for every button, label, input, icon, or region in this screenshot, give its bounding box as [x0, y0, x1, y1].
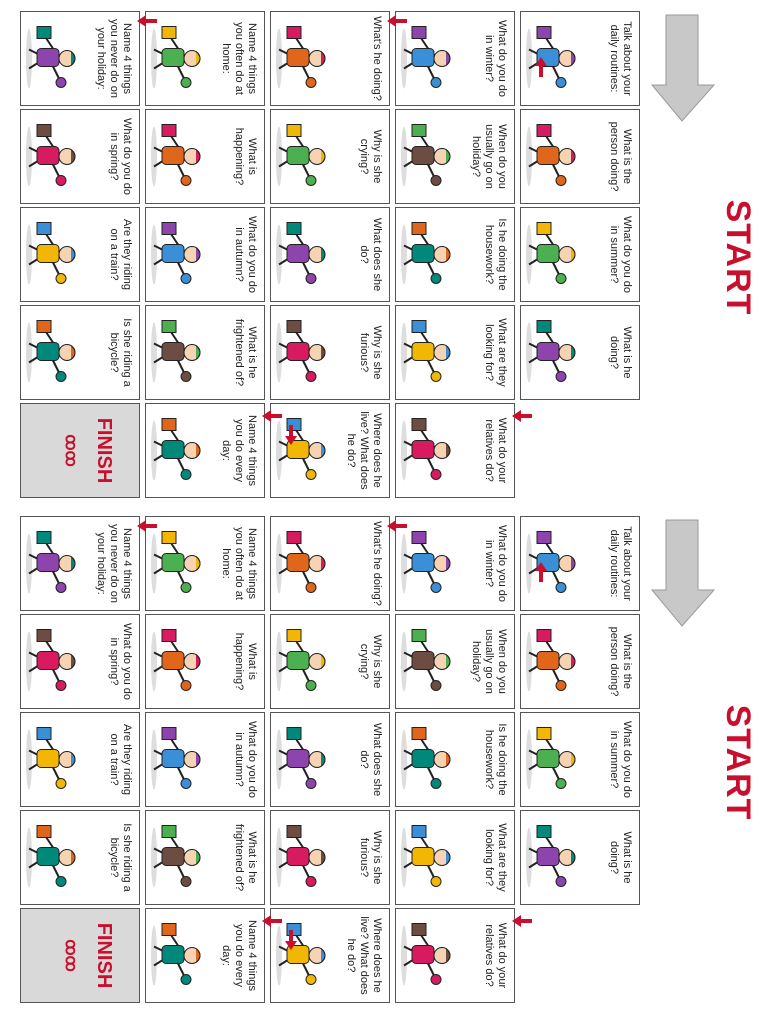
start-label: START: [719, 704, 757, 821]
man-reading-icon: [275, 410, 331, 491]
square-spring[interactable]: [20, 614, 140, 709]
game-board-bottom: [0, 510, 768, 1015]
square-frightened[interactable]: [145, 305, 265, 400]
question-text: Name 4 things you often do at home:: [220, 22, 258, 95]
finish-square[interactable]: [20, 403, 140, 498]
square-live[interactable]: [270, 908, 390, 1003]
man-reading-newspaper-icon: [150, 523, 206, 604]
question-text: Name 4 things you never do on your holiday:: [95, 524, 133, 603]
square-looking-for[interactable]: [395, 305, 515, 400]
woman-crying-icon: [275, 621, 331, 702]
man-showering-icon: [150, 410, 206, 491]
question-text: What is the person doing?: [608, 121, 633, 192]
man-at-computer-icon: [150, 817, 206, 898]
man-fishing-icon: [275, 523, 331, 604]
square-person-doing[interactable]: [520, 614, 640, 709]
question-text: When do you usually go on holiday?: [470, 124, 508, 189]
question-text: What is the person doing?: [608, 626, 633, 697]
path-arrow-icon: [382, 520, 407, 532]
woman-on-scooter-icon: [25, 312, 81, 393]
square-winter[interactable]: [395, 516, 515, 611]
square-never-holiday[interactable]: [20, 11, 140, 106]
start-label: START: [719, 199, 757, 316]
question-text: Is she riding a bicycle?: [108, 318, 133, 387]
woman-on-scooter-icon: [25, 817, 81, 898]
square-furious[interactable]: [270, 305, 390, 400]
man-barbecue-icon: [525, 719, 581, 800]
square-looking-for[interactable]: [395, 810, 515, 905]
square-he-doing[interactable]: [520, 305, 640, 400]
start-area: [648, 510, 768, 1015]
square-she-do[interactable]: [270, 712, 390, 807]
question-text: What is he frightened of?: [233, 318, 258, 387]
man-shopping-cart-icon: [400, 719, 456, 800]
square-summer[interactable]: [520, 207, 640, 302]
path-arrow-icon: [382, 15, 407, 27]
square-often-home[interactable]: [145, 11, 265, 106]
people-on-train-icon: [25, 719, 81, 800]
square-never-holiday[interactable]: [20, 516, 140, 611]
question-text: What are they looking for?: [483, 823, 508, 892]
square-live[interactable]: [270, 403, 390, 498]
man-raking-leaves-icon: [150, 214, 206, 295]
question-text: What do you do in autumn?: [233, 720, 258, 799]
man-reading-icon: [275, 915, 331, 996]
square-summer[interactable]: [520, 712, 640, 807]
finish-sub-label: ꝏꝏ: [62, 434, 79, 467]
couple-dancing-icon: [150, 116, 206, 197]
man-with-umbrella-icon: [400, 18, 456, 99]
finish-label: FINISH: [93, 922, 115, 989]
man-dancing-icon: [525, 312, 581, 393]
square-spring[interactable]: [20, 109, 140, 204]
square-winter[interactable]: [395, 11, 515, 106]
woman-cycling-icon: [525, 116, 581, 197]
game-board-top: [0, 5, 768, 510]
question-text: What do you do in winter?: [483, 19, 508, 98]
square-furious[interactable]: [270, 810, 390, 905]
square-bicycle[interactable]: [20, 810, 140, 905]
man-at-computer-icon: [150, 312, 206, 393]
question-text: Are they riding on a train?: [108, 724, 133, 795]
man-with-umbrella-icon: [400, 523, 456, 604]
woman-cycling-spring-icon: [25, 116, 81, 197]
shop-sale-icon: [400, 312, 456, 393]
square-every-day[interactable]: [145, 403, 265, 498]
woman-carrying-books-icon: [275, 214, 331, 295]
man-shopping-cart-icon: [400, 214, 456, 295]
shop-sale-icon: [400, 817, 456, 898]
question-text: What do you do in spring?: [108, 622, 133, 701]
question-text: Is he doing the housework?: [483, 723, 508, 796]
square-whats-he-doing[interactable]: [270, 516, 390, 611]
question-text: What do you do in autumn?: [233, 215, 258, 294]
square-train[interactable]: [20, 712, 140, 807]
square-happening[interactable]: [145, 109, 265, 204]
question-text: Where does he live? What does he do?: [345, 411, 383, 490]
square-autumn[interactable]: [145, 207, 265, 302]
start-arrow-icon: [648, 5, 718, 125]
square-holiday[interactable]: [395, 614, 515, 709]
man-raking-leaves-icon: [150, 719, 206, 800]
question-text: What is he doing?: [608, 831, 633, 884]
finish-sub-label: ꝏꝏ: [62, 939, 79, 972]
start-arrow-icon: [648, 510, 718, 630]
question-text: What do your relatives do?: [483, 922, 508, 989]
question-text: What does she do?: [358, 217, 383, 292]
airport-traveler-icon: [400, 116, 456, 197]
square-he-doing[interactable]: [520, 810, 640, 905]
board-rotated-bottom: [0, 510, 768, 1015]
question-text: What is he doing?: [608, 326, 633, 379]
woman-on-float-icon: [25, 523, 81, 604]
square-relatives[interactable]: [395, 908, 515, 1003]
square-happening[interactable]: [145, 614, 265, 709]
question-text: Talk about your daily routines:: [608, 21, 633, 96]
square-crying[interactable]: [270, 614, 390, 709]
question-text: Talk about your daily routines:: [608, 526, 633, 601]
woman-jumping-icon: [400, 915, 456, 996]
people-on-train-icon: [25, 214, 81, 295]
path-arrow-icon: [132, 15, 157, 27]
woman-cycling-spring-icon: [25, 621, 81, 702]
path-arrow-icon: [530, 57, 548, 77]
board-rotated-top: [0, 5, 768, 510]
question-text: What do you do in winter?: [483, 524, 508, 603]
question-text: Name 4 things you do every day:: [220, 920, 258, 991]
question-text: Name 4 things you often do at home:: [220, 527, 258, 600]
woman-on-float-icon: [25, 18, 81, 99]
finish-label: FINISH: [93, 417, 115, 484]
question-text: Why is she furious?: [358, 325, 383, 380]
question-text: Name 4 things you never do on your holiday:: [95, 19, 133, 98]
square-whats-he-doing[interactable]: [270, 11, 390, 106]
man-fishing-icon: [275, 18, 331, 99]
square-crying[interactable]: [270, 109, 390, 204]
question-text: Is he doing the housework?: [483, 218, 508, 291]
question-text: What do you do in spring?: [108, 117, 133, 196]
question-text: What are they looking for?: [483, 318, 508, 387]
question-text: What is he frightened of?: [233, 823, 258, 892]
square-housework[interactable]: [395, 712, 515, 807]
question-text: What's he doing?: [371, 521, 383, 606]
question-text: What do you do in summer?: [608, 215, 633, 294]
man-dancing-icon: [525, 817, 581, 898]
square-frightened[interactable]: [145, 810, 265, 905]
question-text: Are they riding on a train?: [108, 219, 133, 290]
woman-crying-icon: [275, 116, 331, 197]
square-often-home[interactable]: [145, 516, 265, 611]
question-text: Why is she crying?: [358, 129, 383, 184]
square-autumn[interactable]: [145, 712, 265, 807]
square-she-do[interactable]: [270, 207, 390, 302]
woman-carrying-books-icon: [275, 719, 331, 800]
man-barbecue-icon: [525, 214, 581, 295]
question-text: What does she do?: [358, 722, 383, 797]
square-holiday[interactable]: [395, 109, 515, 204]
question-text: Why is she crying?: [358, 634, 383, 689]
question-text: What is happening?: [233, 127, 258, 186]
start-area: [648, 5, 768, 510]
square-bicycle[interactable]: [20, 305, 140, 400]
square-person-doing[interactable]: [520, 109, 640, 204]
furious-woman-icon: [275, 817, 331, 898]
path-arrow-icon: [280, 425, 298, 445]
question-text: Is she riding a bicycle?: [108, 823, 133, 892]
path-arrow-icon: [530, 562, 548, 582]
airport-traveler-icon: [400, 621, 456, 702]
question-text: Why is she furious?: [358, 830, 383, 885]
square-relatives[interactable]: [395, 403, 515, 498]
question-text: What is happening?: [233, 632, 258, 691]
path-arrow-icon: [280, 930, 298, 950]
path-arrow-icon: [507, 915, 532, 927]
furious-woman-icon: [275, 312, 331, 393]
question-text: What's he doing?: [371, 16, 383, 101]
path-arrow-icon: [132, 520, 157, 532]
man-reading-newspaper-icon: [150, 18, 206, 99]
finish-square[interactable]: [20, 908, 140, 1003]
question-text: Where does he live? What does he do?: [345, 916, 383, 995]
question-text: What do your relatives do?: [483, 417, 508, 484]
woman-cycling-icon: [525, 621, 581, 702]
path-arrow-icon: [507, 410, 532, 422]
square-every-day[interactable]: [145, 908, 265, 1003]
square-train[interactable]: [20, 207, 140, 302]
couple-dancing-icon: [150, 621, 206, 702]
square-housework[interactable]: [395, 207, 515, 302]
woman-jumping-icon: [400, 410, 456, 491]
man-showering-icon: [150, 915, 206, 996]
path-arrow-icon: [257, 410, 282, 422]
path-arrow-icon: [257, 915, 282, 927]
question-text: When do you usually go on holiday?: [470, 629, 508, 694]
question-text: What do you do in summer?: [608, 720, 633, 799]
question-text: Name 4 things you do every day:: [220, 415, 258, 486]
